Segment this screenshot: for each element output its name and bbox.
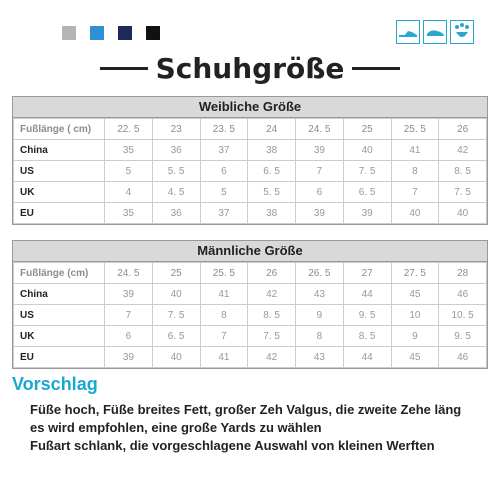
size-cell: 41 bbox=[200, 284, 248, 305]
women-size-heading: Weibliche Größe bbox=[13, 97, 487, 118]
swatch-gray[interactable] bbox=[62, 26, 76, 40]
size-cell: 8 bbox=[391, 161, 439, 182]
size-cell: 41 bbox=[391, 140, 439, 161]
title-row bbox=[0, 52, 500, 85]
size-cell: 10. 5 bbox=[439, 305, 487, 326]
table-row bbox=[14, 161, 487, 182]
size-cell: 37 bbox=[200, 203, 248, 224]
size-cell: 36 bbox=[152, 140, 200, 161]
table-row bbox=[14, 140, 487, 161]
table-row bbox=[14, 284, 487, 305]
size-cell: 45 bbox=[391, 347, 439, 368]
size-cell: 39 bbox=[296, 203, 344, 224]
size-cell: 6. 5 bbox=[343, 182, 391, 203]
size-cell: 22. 5 bbox=[105, 119, 153, 140]
size-cell: 28 bbox=[439, 263, 487, 284]
size-cell: 8. 5 bbox=[343, 326, 391, 347]
foot-icon bbox=[423, 20, 447, 44]
size-cell: 6. 5 bbox=[152, 326, 200, 347]
size-cell: 38 bbox=[248, 140, 296, 161]
size-cell: 25. 5 bbox=[391, 119, 439, 140]
size-cell: 40 bbox=[152, 347, 200, 368]
men-size-grid bbox=[13, 262, 487, 368]
swatch-navy[interactable] bbox=[118, 26, 132, 40]
table-row bbox=[14, 263, 487, 284]
size-cell: 4 bbox=[105, 182, 153, 203]
size-cell: 7 bbox=[105, 305, 153, 326]
size-cell: 23 bbox=[152, 119, 200, 140]
size-cell: 46 bbox=[439, 284, 487, 305]
size-cell: 45 bbox=[391, 284, 439, 305]
size-cell: 6 bbox=[296, 182, 344, 203]
row-label: EU bbox=[14, 203, 105, 224]
table-row bbox=[14, 347, 487, 368]
size-cell: 42 bbox=[439, 140, 487, 161]
size-cell: 8 bbox=[296, 326, 344, 347]
foot-type-icons bbox=[396, 20, 474, 44]
size-cell: 39 bbox=[105, 284, 153, 305]
size-cell: 8. 5 bbox=[248, 305, 296, 326]
size-cell: 10 bbox=[391, 305, 439, 326]
size-cell: 42 bbox=[248, 347, 296, 368]
size-cell: 40 bbox=[391, 203, 439, 224]
size-cell: 7. 5 bbox=[343, 161, 391, 182]
size-cell: 7 bbox=[391, 182, 439, 203]
table-row bbox=[14, 305, 487, 326]
size-cell: 8. 5 bbox=[439, 161, 487, 182]
size-cell: 39 bbox=[343, 203, 391, 224]
size-cell: 9. 5 bbox=[343, 305, 391, 326]
size-cell: 42 bbox=[248, 284, 296, 305]
size-cell: 9 bbox=[391, 326, 439, 347]
size-cell: 26 bbox=[439, 119, 487, 140]
size-cell: 7. 5 bbox=[152, 305, 200, 326]
row-label: Fußlänge ( cm) bbox=[14, 119, 105, 140]
size-cell: 6 bbox=[105, 326, 153, 347]
size-cell: 6 bbox=[200, 161, 248, 182]
size-cell: 37 bbox=[200, 140, 248, 161]
size-cell: 27 bbox=[343, 263, 391, 284]
swatch-black[interactable] bbox=[146, 26, 160, 40]
size-cell: 7 bbox=[200, 326, 248, 347]
table-row bbox=[14, 203, 487, 224]
size-cell: 5 bbox=[105, 161, 153, 182]
swatch-blue[interactable] bbox=[90, 26, 104, 40]
men-size-heading: Männliche Größe bbox=[13, 241, 487, 262]
size-cell: 41 bbox=[200, 347, 248, 368]
size-cell: 43 bbox=[296, 347, 344, 368]
size-cell: 7. 5 bbox=[248, 326, 296, 347]
page-title: Schuhgröße bbox=[155, 52, 345, 85]
size-cell: 5 bbox=[200, 182, 248, 203]
shoe-side-icon bbox=[396, 20, 420, 44]
women-size-table bbox=[12, 96, 488, 225]
table-row bbox=[14, 326, 487, 347]
size-cell: 44 bbox=[343, 284, 391, 305]
size-cell: 26 bbox=[248, 263, 296, 284]
row-label: EU bbox=[14, 347, 105, 368]
row-label: US bbox=[14, 305, 105, 326]
size-cell: 9. 5 bbox=[439, 326, 487, 347]
table-row bbox=[14, 119, 487, 140]
size-cell: 35 bbox=[105, 203, 153, 224]
row-label: US bbox=[14, 161, 105, 182]
size-cell: 9 bbox=[296, 305, 344, 326]
size-cell: 6. 5 bbox=[248, 161, 296, 182]
size-cell: 36 bbox=[152, 203, 200, 224]
row-label: Fußlänge (cm) bbox=[14, 263, 105, 284]
size-cell: 24. 5 bbox=[296, 119, 344, 140]
size-cell: 35 bbox=[105, 140, 153, 161]
size-cell: 25. 5 bbox=[200, 263, 248, 284]
row-label: UK bbox=[14, 182, 105, 203]
size-cell: 44 bbox=[343, 347, 391, 368]
size-cell: 39 bbox=[105, 347, 153, 368]
size-cell: 25 bbox=[152, 263, 200, 284]
size-cell: 26. 5 bbox=[296, 263, 344, 284]
size-cell: 43 bbox=[296, 284, 344, 305]
row-label: UK bbox=[14, 326, 105, 347]
size-cell: 5. 5 bbox=[152, 161, 200, 182]
suggestion-line: es wird empfohlen, eine große Yards zu wählen bbox=[30, 420, 322, 435]
size-cell: 25 bbox=[343, 119, 391, 140]
size-cell: 5. 5 bbox=[248, 182, 296, 203]
size-cell: 4. 5 bbox=[152, 182, 200, 203]
men-size-table bbox=[12, 240, 488, 369]
toes-icon bbox=[450, 20, 474, 44]
size-cell: 27. 5 bbox=[391, 263, 439, 284]
size-cell: 24. 5 bbox=[105, 263, 153, 284]
size-cell: 23. 5 bbox=[200, 119, 248, 140]
row-label: China bbox=[14, 140, 105, 161]
size-cell: 7 bbox=[296, 161, 344, 182]
size-cell: 7. 5 bbox=[439, 182, 487, 203]
suggestion-line: Fußart schlank, die vorgeschlagene Auswahl von kleinen Werften bbox=[30, 438, 435, 453]
size-cell: 40 bbox=[439, 203, 487, 224]
women-size-grid bbox=[13, 118, 487, 224]
size-cell: 8 bbox=[200, 305, 248, 326]
size-cell: 24 bbox=[248, 119, 296, 140]
size-cell: 40 bbox=[152, 284, 200, 305]
size-cell: 40 bbox=[343, 140, 391, 161]
size-cell: 38 bbox=[248, 203, 296, 224]
suggestion-heading: Vorschlag bbox=[12, 374, 98, 394]
color-swatches bbox=[62, 26, 160, 40]
size-cell: 39 bbox=[296, 140, 344, 161]
suggestion-line: Füße hoch, Füße breites Fett, großer Zeh Valgus, die zweite Zehe läng bbox=[30, 402, 462, 417]
row-label: China bbox=[14, 284, 105, 305]
size-cell: 46 bbox=[439, 347, 487, 368]
title-divider-left bbox=[100, 67, 148, 70]
title-divider-right bbox=[352, 67, 400, 70]
table-row bbox=[14, 182, 487, 203]
